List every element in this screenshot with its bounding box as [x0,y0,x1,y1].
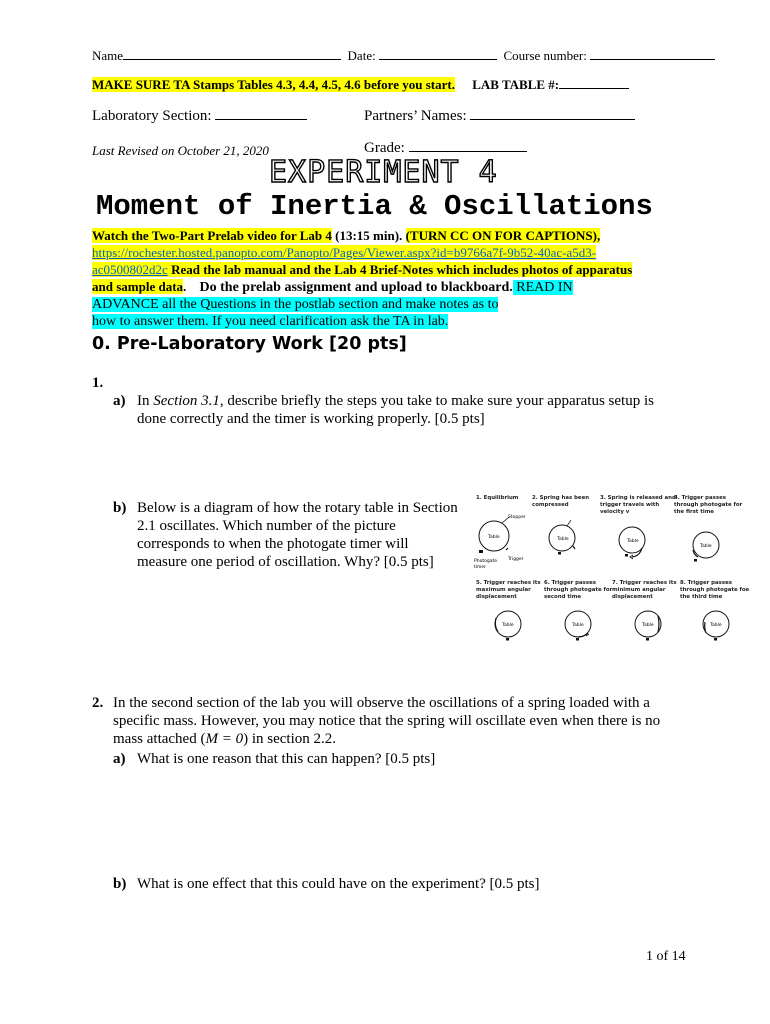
panel-7-title-2: minimum angular [612,587,666,593]
q2-number: 2. [92,695,104,711]
photogate-label: Photogate [474,559,497,564]
q1a-text-2: , describe briefly the steps you take to make sure your apparatus setup is [219,393,654,409]
panel-5-table-label: Table [502,623,514,628]
panel-2-title-2: compressed [532,502,569,508]
q1b-text [137,499,458,571]
q1a-section: Section 3.1 [153,393,220,409]
partners-label: Partners’ Names: [364,108,467,124]
stopper-label: Stopper [508,515,526,520]
photogate-label-2: timer [474,565,487,570]
name-label: Name [92,48,124,63]
q1b-line-3: corresponds to when the photogate timer will [137,536,409,552]
lab-table-label: LAB TABLE #: [472,77,560,92]
partners-line [364,108,635,125]
panel-3-title-3: velocity v [600,509,630,515]
q2-text [113,694,685,748]
duration-text: (13:15 min). [331,228,406,243]
how-line: how to answer them. If you need clarification ask the TA in lab. [92,314,449,329]
panel-6-title-2: through photogate for [544,587,613,593]
q2-math: M = 0 [205,731,244,747]
revised-date: Last Revised on October 21, 2020 [92,143,269,158]
grade-label: Grade: [364,140,405,156]
panel-4-title-3: the first time [674,509,714,515]
q2a-text: What is one reason that this can happen? [0.5 pts] [137,751,436,767]
panel-1 [474,514,526,570]
date-label: Date: [347,48,376,63]
panel-2 [549,520,575,555]
q2b-text: What is one effect that this could have on the experiment? [0.5 pts] [137,876,540,892]
panel-1-table-label: Table [488,535,500,540]
page-number: 1 of 14 [646,949,686,964]
intro-block [92,227,692,330]
lab-section-line [92,108,307,125]
panel-3-title-2: trigger travels with [600,502,660,508]
panel-8-title-3: the third time [680,594,723,600]
panel-8-title-2: through photogate foe [680,587,750,593]
panel-6-table-label: Table [572,623,584,628]
panel-7 [635,611,661,641]
q1b-line-4: measure one period of oscillation. Why? [0.5 pts] [137,554,434,570]
q1b-line-2: 2.1 oscillates. Which number of the picture [137,518,396,534]
sample-data-text: and sample data [92,279,184,294]
panel-3-table-label: Table [627,539,639,544]
q2a-label: a) [113,751,126,767]
panel-7-table-label: Table [642,623,654,628]
captions-text: (TURN CC ON FOR CAPTIONS), [405,228,601,243]
video-link-cont[interactable]: ac0500802d2c [92,262,168,277]
panel-8 [703,611,729,641]
panel-6-title-3: second time [544,594,582,600]
trigger-label: Trigger [508,557,524,562]
panel-1-title: 1. Equilibrium [476,495,519,501]
lab-section-label: Laboratory Section: [92,108,212,124]
q2-line-2: specific mass. However, you may notice that the spring will oscillate even when there is no [113,713,661,729]
panel-3 [619,527,645,559]
read-in-text: READ IN [512,280,573,295]
panel-5-title-3: displacement [476,594,517,600]
panel-4 [693,532,719,562]
q1a-text-3: done correctly and the timer is working properly. [0.5 pts] [137,411,485,427]
experiment-title: EXPERIMENT 4 [269,155,498,190]
main-title: Moment of Inertia & Oscillations [96,190,653,223]
panel-4-title-2: through photogate for [674,502,743,508]
advance-line: ADVANCE all the Questions in the postlab section and make notes as to [92,297,499,312]
q1b-line-1: Below is a diagram of how the rotary table in Section [137,500,458,516]
panel-8-table-label: Table [710,623,722,628]
q2b-label: b) [113,876,127,892]
panel-4-title: 4. Trigger passes [674,495,726,501]
read-manual-text: Read the lab manual and the Lab 4 Brief-Notes which includes photos of apparatus [167,262,633,277]
q1b-label: b) [113,500,127,516]
section-title: 0. Pre-Laboratory Work [20 pts] [92,334,407,354]
q1a-label: a) [113,393,126,409]
q1a-text [137,392,654,428]
stamp-notice-line [92,77,629,93]
q1-number: 1. [92,375,104,391]
panel-7-title: 7. Trigger reaches its [612,580,677,586]
panel-7-title-3: displacement [612,594,653,600]
oscillation-diagram [472,490,752,662]
course-label: Course number: [503,48,587,63]
panel-4-table-label: Table [700,544,712,549]
q1a-text-1: In [137,393,154,409]
panel-5 [495,611,521,641]
panel-5-title-2: maximum angular [476,587,531,593]
panel-5-title: 5. Trigger reaches its [476,580,541,586]
q2-line-1: In the second section of the lab you will observe the oscillations of a spring loaded with a [113,695,650,711]
panel-8-title: 8. Trigger passes [680,580,732,586]
panel-2-table-label: Table [557,537,569,542]
do-prelab-text: Do the prelab assignment and upload to blackboard. [199,280,513,295]
name-line [92,48,715,64]
panel-6 [565,611,591,641]
q2-line-3b: ) in section 2.2. [243,731,336,747]
stamp-notice: MAKE SURE TA Stamps Tables 4.3, 4.4, 4.5, 4.6 before you start. [92,77,455,92]
video-link[interactable]: https://rochester.hosted.panopto.com/Panopto/Pages/Viewer.aspx?id=b9766a7f-9b52-40ac-a5d3- [92,245,597,260]
panel-2-title: 2. Spring has been [532,495,590,501]
watch-text: Watch the Two-Part Prelab video for Lab 4 [92,228,332,243]
q2-line-3 [113,730,685,748]
q2-line-3a: mass attached ( [113,731,206,747]
panel-3-title: 3. Spring is released and [600,495,676,501]
sample-dot: . [183,279,187,294]
panel-6-title: 6. Trigger passes [544,580,596,586]
